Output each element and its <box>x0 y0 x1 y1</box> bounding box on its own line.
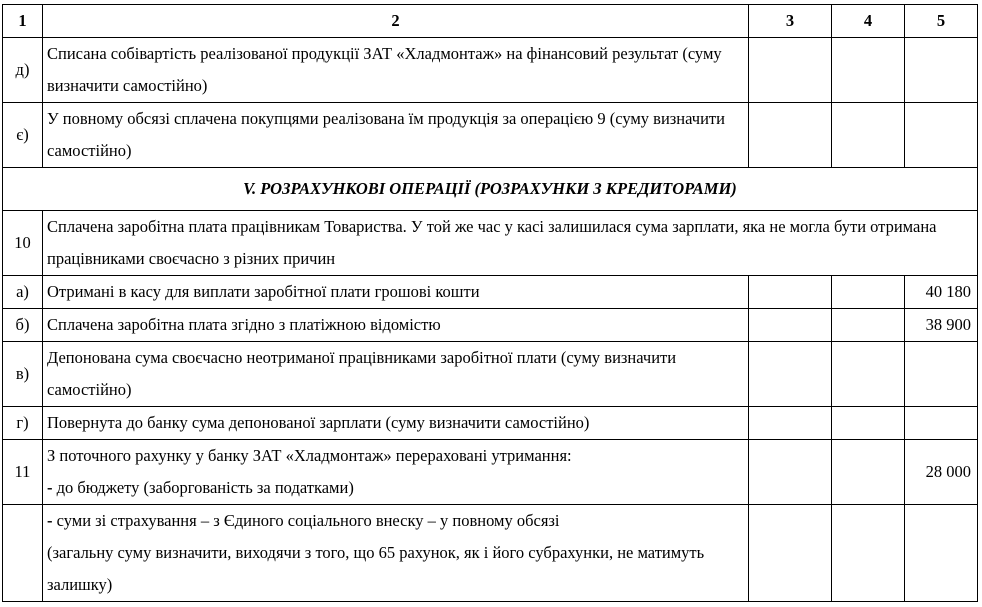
row-description-rest: (загальну суму визначити, виходячи з того, що 65 рахунок, як і його субрахунки, не матимуть залишку) <box>47 543 705 594</box>
table-row <box>3 440 978 505</box>
table-row <box>3 505 978 602</box>
row-col-4 <box>832 505 905 602</box>
row-number: в) <box>3 342 43 407</box>
row-number: 10 <box>3 211 43 276</box>
table-row <box>3 407 978 440</box>
row-col-4 <box>832 407 905 440</box>
table-row <box>3 342 978 407</box>
row-col-4 <box>832 440 905 505</box>
row-description: Отримані в касу для виплати заробітної плати грошові кошти <box>43 276 749 309</box>
row-col-4 <box>832 103 905 168</box>
row-col-3 <box>749 276 832 309</box>
section-header-row <box>3 168 978 211</box>
row-number: а) <box>3 276 43 309</box>
header-cell-3: 3 <box>749 5 832 38</box>
row-description-line-2-text: до бюджету (заборгованість за податками) <box>52 478 354 497</box>
row-amount <box>905 342 978 407</box>
row-description: Сплачена заробітна плата працівникам Товариства. У той же час у касі залишилася сума зарплати, яка не могла бути отримана працівниками своєчасно з різних причин <box>43 211 978 276</box>
row-description-line-1: З поточного рахунку у банку ЗАТ «Хладмонтаж» перераховані утримання: <box>47 446 572 465</box>
row-col-3 <box>749 103 832 168</box>
table-row <box>3 38 978 103</box>
row-description <box>43 505 749 602</box>
row-col-3 <box>749 342 832 407</box>
row-description: Повернута до банку сума депонованої зарплати (суму визначити самостійно) <box>43 407 749 440</box>
row-description: Сплачена заробітна плата згідно з платіжною відомістю <box>43 309 749 342</box>
header-cell-5: 5 <box>905 5 978 38</box>
row-amount: 40 180 <box>905 276 978 309</box>
row-col-3 <box>749 38 832 103</box>
row-number: б) <box>3 309 43 342</box>
table-row <box>3 309 978 342</box>
row-amount: 38 900 <box>905 309 978 342</box>
row-col-3 <box>749 505 832 602</box>
row-col-3 <box>749 440 832 505</box>
header-cell-1: 1 <box>3 5 43 38</box>
row-col-4 <box>832 342 905 407</box>
row-amount <box>905 38 978 103</box>
row-description: Депонована сума своєчасно неотриманої працівниками заробітної плати (суму визначити самостійно) <box>43 342 749 407</box>
table-row <box>3 211 978 276</box>
row-number: д) <box>3 38 43 103</box>
row-col-4 <box>832 276 905 309</box>
row-number <box>3 505 43 602</box>
row-number: 11 <box>3 440 43 505</box>
row-description: У повному обсязі сплачена покупцями реалізована їм продукція за операцією 9 (суму визначити самостійно) <box>43 103 749 168</box>
row-col-4 <box>832 309 905 342</box>
row-amount <box>905 407 978 440</box>
list-dash: - <box>47 511 53 530</box>
row-amount <box>905 103 978 168</box>
row-description-line-1 <box>47 505 744 537</box>
table-row <box>3 103 978 168</box>
row-amount: 28 000 <box>905 440 978 505</box>
row-number: г) <box>3 407 43 440</box>
row-col-3 <box>749 309 832 342</box>
row-number: є) <box>3 103 43 168</box>
row-description-line-1-text: суми зі страхування – з Єдиного соціального внеску – у повному обсязі <box>52 511 560 530</box>
header-cell-4: 4 <box>832 5 905 38</box>
table-row <box>3 276 978 309</box>
row-col-3 <box>749 407 832 440</box>
row-description-line-2 <box>47 472 744 504</box>
header-cell-2: 2 <box>43 5 749 38</box>
row-amount <box>905 505 978 602</box>
row-col-4 <box>832 38 905 103</box>
accounting-operations-table <box>2 4 978 602</box>
header-row <box>3 5 978 38</box>
row-description <box>43 440 749 505</box>
row-description: Списана собівартість реалізованої продукції ЗАТ «Хладмонтаж» на фінансовий результат (суму визначити самостійно) <box>43 38 749 103</box>
list-dash: - <box>47 478 53 497</box>
section-title: V. РОЗРАХУНКОВІ ОПЕРАЦІЇ (РОЗРАХУНКИ З КРЕДИТОРАМИ) <box>3 168 978 211</box>
